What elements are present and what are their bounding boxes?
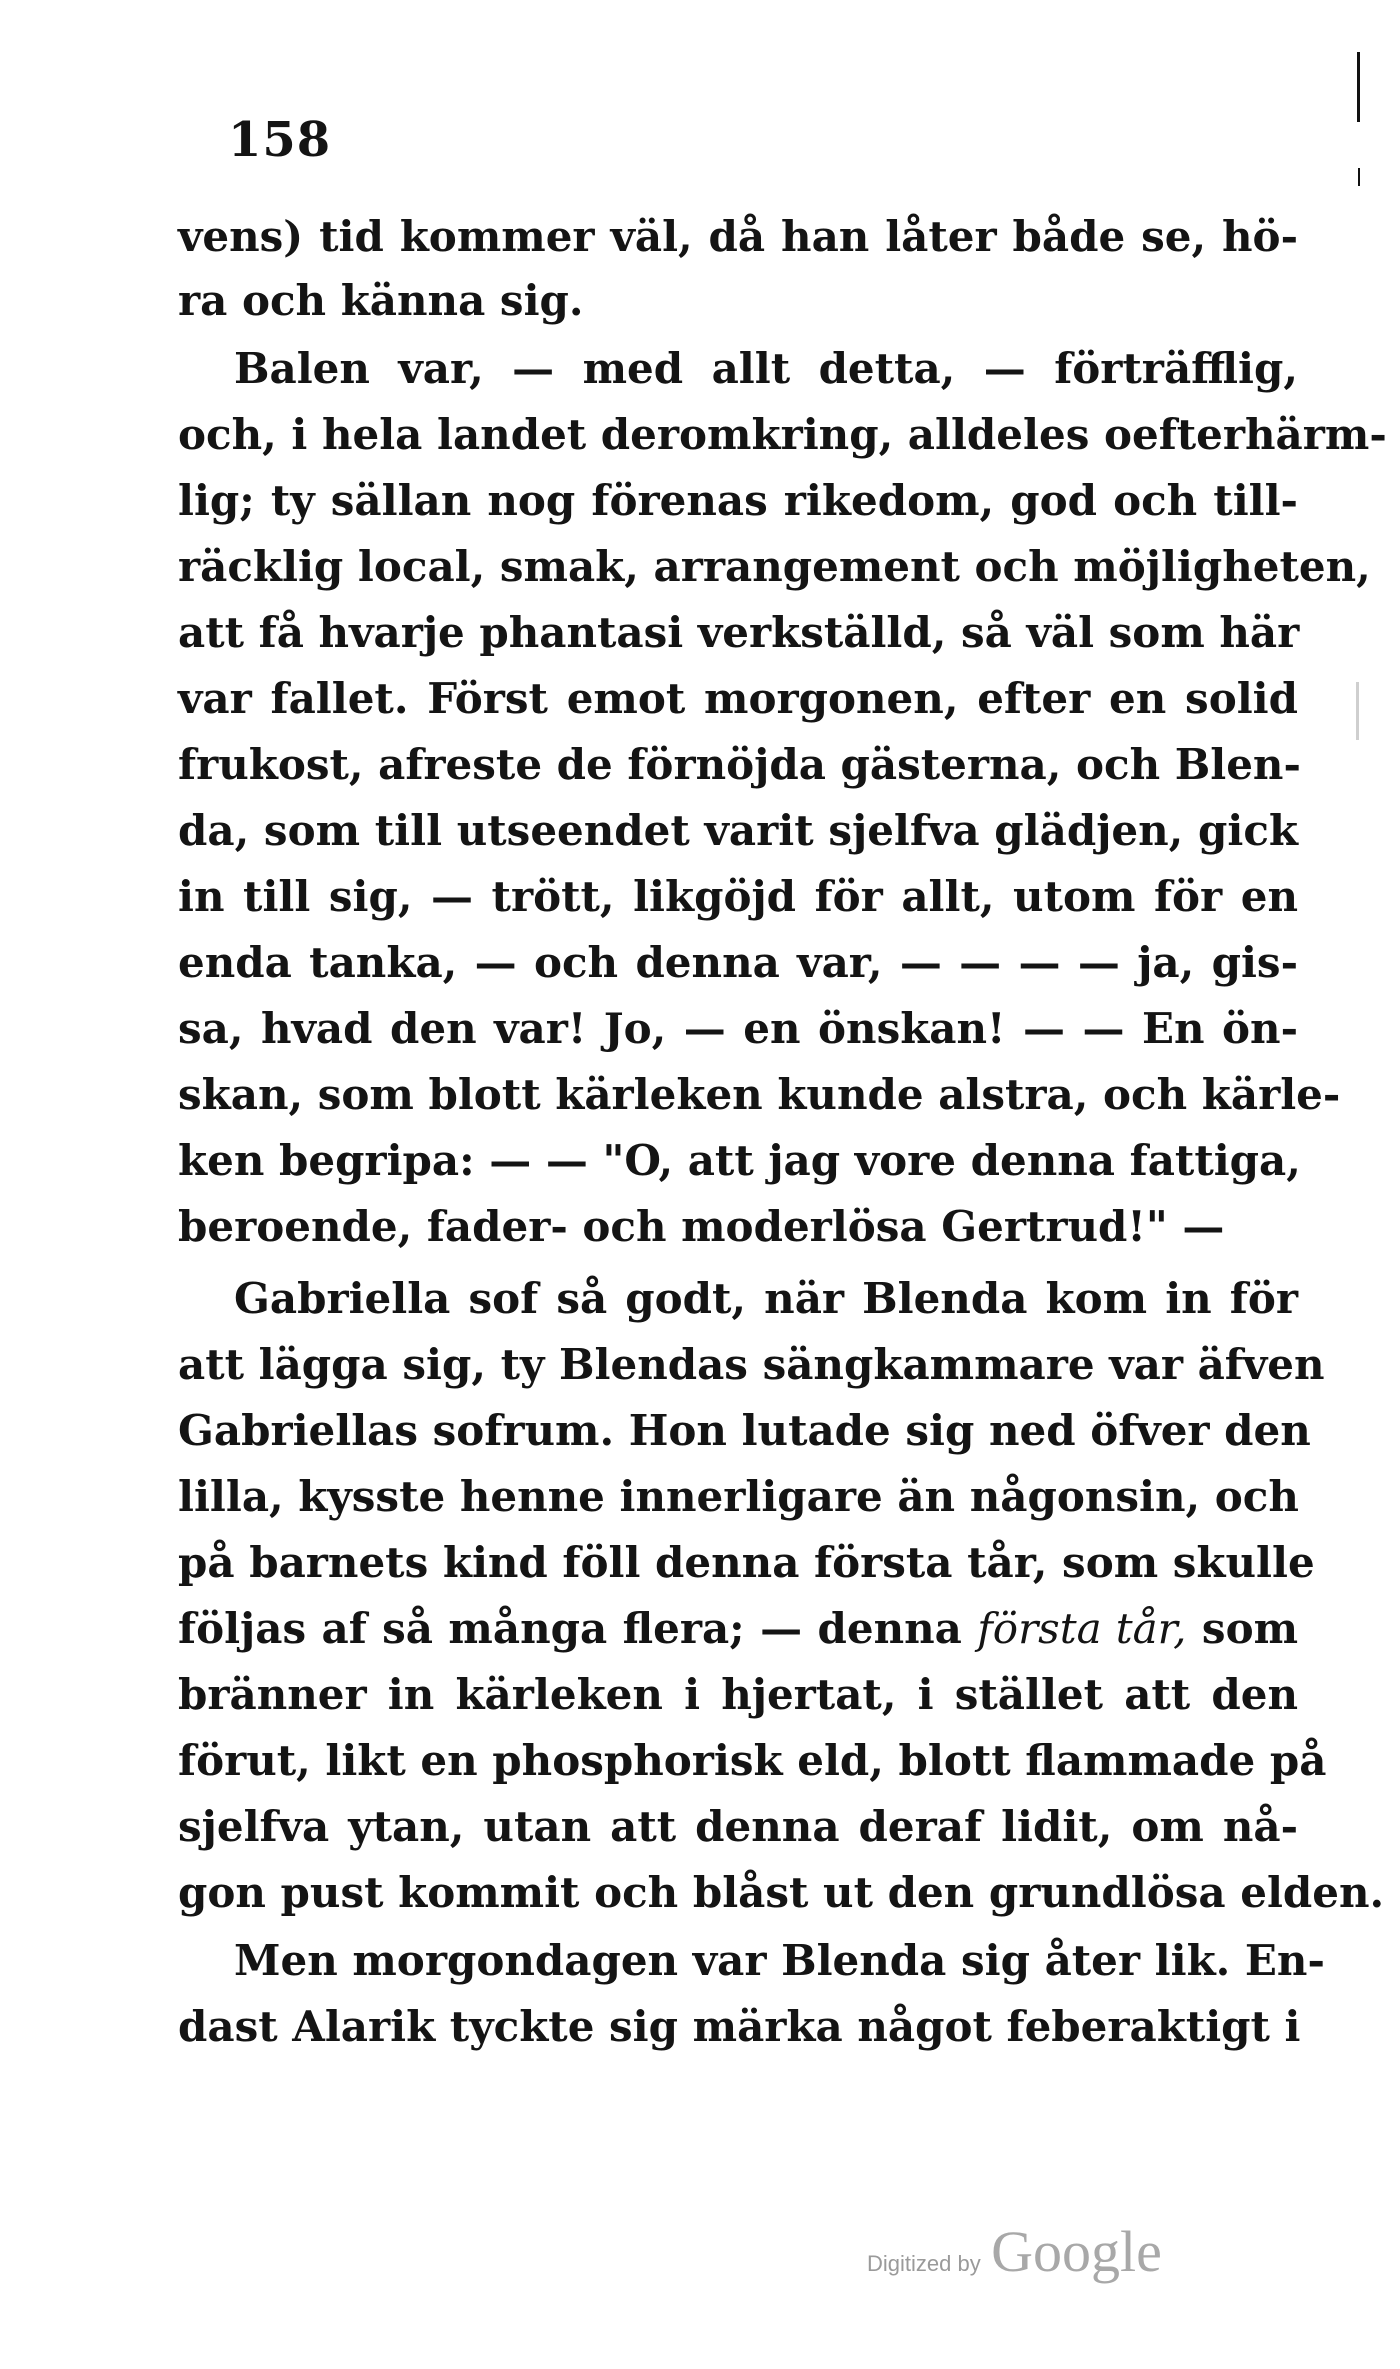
italic-emphasis: första tår,	[977, 1604, 1187, 1653]
text-line: in till sig, — trött, likgöjd för allt, utom för en	[178, 872, 1298, 921]
text-line: frukost, afreste de förnöjda gästerna, och Blen-	[178, 740, 1301, 789]
digitized-label: Digitized by	[867, 2251, 981, 2276]
text-line: sjelfva ytan, utan att denna deraf lidit, om nå-	[178, 1802, 1298, 1851]
paragraph-start-line: Gabriella sof så godt, när Blenda kom in för	[234, 1274, 1298, 1323]
google-digitized-watermark	[867, 2218, 1162, 2285]
text-line: lig; ty sällan nog förenas rikedom, god och till-	[178, 476, 1298, 525]
text-line: Gabriellas sofrum. Hon lutade sig ned öfver den	[178, 1406, 1311, 1455]
text-line: ken begripa: — — "O, att jag vore denna fattiga,	[178, 1136, 1301, 1185]
text-line: beroende, fader- och moderlösa Gertrud!" —	[178, 1202, 1225, 1251]
text-line: förut, likt en phosphorisk eld, blott flammade på	[178, 1736, 1327, 1785]
text-segment: som	[1201, 1604, 1299, 1653]
paragraph-start-line: Balen var, — med allt detta, — förträfflig,	[234, 344, 1298, 393]
text-line: ra och känna sig.	[178, 276, 584, 325]
text-segment: följas af så många flera; — denna	[178, 1604, 962, 1653]
google-logo: Google	[991, 2219, 1162, 2284]
text-line: enda tanka, — och denna var, — — — — ja, gis-	[178, 938, 1298, 987]
text-line: bränner in kärleken i hjertat, i stället att den	[178, 1670, 1298, 1719]
scan-edge-mark	[1357, 52, 1360, 122]
text-line: var fallet. Först emot morgonen, efter en solid	[178, 674, 1298, 723]
text-line: vens) tid kommer väl, då han låter både se, hö-	[178, 212, 1298, 261]
text-line: lilla, kysste henne innerligare än någonsin, och	[178, 1472, 1299, 1521]
text-line: dast Alarik tyckte sig märka något feberaktigt i	[178, 2002, 1301, 2051]
text-line-with-emphasis	[178, 1604, 1298, 1664]
text-line: och, i hela landet deromkring, alldeles oefterhärm-	[178, 410, 1387, 459]
paragraph-start-line: Men morgondagen var Blenda sig åter lik. En-	[234, 1936, 1325, 1985]
page-number: 158	[228, 112, 332, 168]
text-line: skan, som blott kärleken kunde alstra, och kärle-	[178, 1070, 1341, 1119]
text-line: da, som till utseendet varit sjelfva glädjen, gick	[178, 806, 1298, 855]
text-line: sa, hvad den var! Jo, — en önskan! — — En ön-	[178, 1004, 1298, 1053]
text-line: på barnets kind föll denna första tår, som skulle	[178, 1538, 1315, 1587]
text-line: att få hvarje phantasi verkställd, så väl som här	[178, 608, 1300, 657]
text-line: gon pust kommit och blåst ut den grundlösa elden.	[178, 1868, 1385, 1917]
text-line: att lägga sig, ty Blendas sängkammare var äfven	[178, 1340, 1325, 1389]
scan-edge-mark	[1358, 168, 1360, 186]
scan-edge-mark	[1356, 682, 1359, 740]
text-line: räcklig local, smak, arrangement och möjligheten,	[178, 542, 1371, 591]
